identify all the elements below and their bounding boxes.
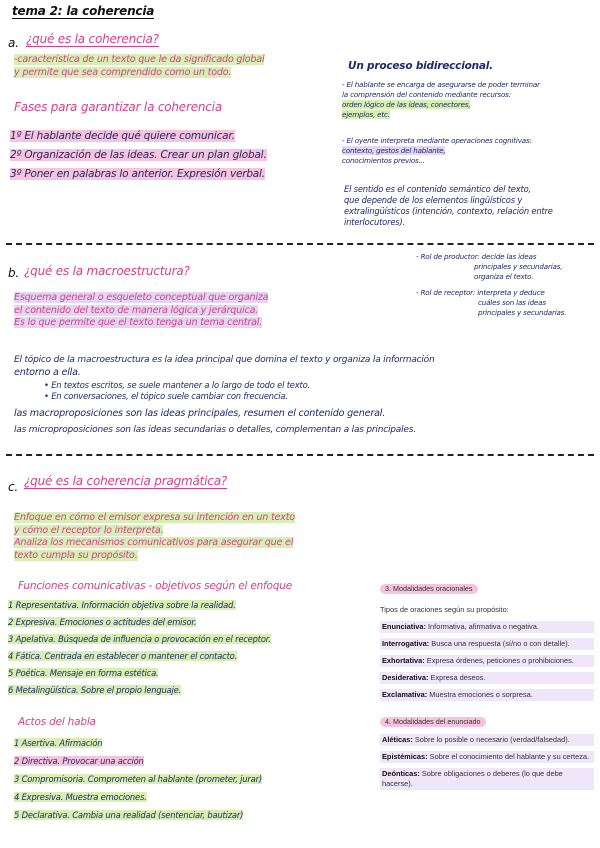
modalidades-oracionales-title: 3. Modalidades oracionales xyxy=(380,584,478,594)
funcion-representativa: 1 Representativa. Información objetiva sobre la realidad. xyxy=(8,600,236,610)
modalidades-enunciado-title: 4. Modalidades del enunciado xyxy=(380,717,486,727)
funciones-list xyxy=(8,600,378,696)
fases-title: Fases para garantizar la coherencia xyxy=(14,100,222,114)
acto-declarativa: 5 Declarativa. Cambia una realidad (sentenciar, bautizar) xyxy=(14,810,244,820)
bidireccional-title: Un proceso bidireccional. xyxy=(348,60,493,72)
mod-enunciativa: Enunciativa: Informativa, afirmativa o negativa. xyxy=(380,621,594,633)
divider-2 xyxy=(6,454,594,456)
coherencia-definition: -característica de un texto que le da significado global y permite que sea comprendido como un todo. xyxy=(14,54,265,78)
fase-3: 3º Poner en palabras lo anterior. Expresión verbal. xyxy=(10,168,265,180)
oyente-note: - El oyente interpreta mediante operaciones cognitivas: contexto, gestos del hablante, conocimientos previos... xyxy=(342,136,532,165)
actos-list xyxy=(14,738,374,821)
page-title: tema 2: la coherencia xyxy=(12,4,155,18)
section-b-marker: b. xyxy=(8,266,20,280)
mod-exhortativa: Exhortativa: Expresa órdenes, peticiones o prohibiciones. xyxy=(380,655,594,667)
topico-text: El tópico de la macroestructura es la idea principal que domina el texto y organiza la información entorno a ella. xyxy=(14,355,435,378)
hablante-note: - El hablante se encarga de asegurarse de poder terminar la comprensión del contenido mediante recursos: orden lógico de las ideas, conectores, ejemplos, etc. xyxy=(342,80,540,119)
fases-list xyxy=(10,130,340,181)
mod-exclamativa: Exclamativa: Muestra emociones o sorpresa. xyxy=(380,689,594,701)
funciones-title: Funciones comunicativas - objetivos según el enfoque xyxy=(18,580,292,592)
section-a-marker: a. xyxy=(8,36,19,50)
funcion-expresiva: 2 Expresiva. Emociones o actitudes del emisor. xyxy=(8,617,197,627)
section-c-marker: c. xyxy=(8,480,19,494)
section-b xyxy=(0,248,600,448)
funcion-metalinguistica: 6 Metalingüística. Sobre el propio lenguaje. xyxy=(8,685,182,695)
fase-1: 1º El hablante decide qué quiere comunicar. xyxy=(10,130,235,142)
funcion-apelativa: 3 Apelativa. Búsqueda de influencia o provocación en el receptor. xyxy=(8,634,271,644)
section-b-heading: ¿qué es la macroestructura? xyxy=(24,264,190,278)
actos-title: Actos del habla xyxy=(18,716,96,728)
modalidades-panel xyxy=(380,576,594,790)
macro-micro-text: las macroproposiciones son las ideas principales, resumen el contenido general. las microproposiciones son las ideas secundarias o detalles, complementan a las principales. xyxy=(14,408,416,435)
enun-aleticas: Aléticas: Sobre lo posible o necesario (verdad/falsedad). xyxy=(380,734,594,746)
mod-interrogativa: Interrogativa: Busca una respuesta (sí/no o con detalle). xyxy=(380,638,594,650)
acto-compromisoria: 3 Compromisoria. Comprometen al hablante (prometer, jurar) xyxy=(14,774,262,784)
modalidades-intro: Tipos de oraciones según su propósito: xyxy=(380,605,509,614)
divider-1 xyxy=(6,243,594,245)
macro-definition: Esquema general o esqueleto conceptual que organiza el contenido del texto de manera lógica y jerárquica. Es lo que permite que el texto tenga un tema central. xyxy=(14,292,269,328)
fase-2: 2º Organización de las ideas. Crear un plan global. xyxy=(10,149,267,161)
topico-bullets: • En textos escritos, se suele mantener a lo largo de todo el texto. • En conversaciones, el tópico suele cambiar con frecuencia. xyxy=(44,380,310,401)
acto-expresiva: 4 Expresiva. Muestra emociones. xyxy=(14,792,147,802)
section-a xyxy=(0,0,600,240)
section-a-heading: ¿qué es la coherencia? xyxy=(26,32,159,46)
roles-note: - Rol de productor: decide las ideas principales y secundarias, organiza el texto. - Rol de receptor: interpreta y deduce cuáles son las ideas principales y secundarias. xyxy=(416,252,567,317)
acto-directiva: 2 Directiva. Provocar una acción xyxy=(14,756,144,766)
enun-epistemicas: Epistémicas: Sobre el conocimiento del hablante y su certeza. xyxy=(380,751,594,763)
sentido-note: El sentido es el contenido semántico del texto, que depende de los elementos lingüísticos y extralingüísticos (intención, contexto, relación entre interlocutores). xyxy=(344,184,553,227)
mod-desiderativa: Desiderativa: Expresa deseos. xyxy=(380,672,594,684)
section-c xyxy=(0,462,600,848)
funcion-poetica: 5 Poética. Mensaje en forma estética. xyxy=(8,668,159,678)
funcion-fatica: 4 Fática. Centrada en establecer o mantener el contacto. xyxy=(8,651,238,661)
enun-deonticas: Deónticas: Sobre obligaciones o deberes (lo que debe hacerse). xyxy=(380,768,594,790)
pragmatica-definition: Enfoque en cómo el emisor expresa su intención en un texto y cómo el receptor lo interpreta. Analiza los mecanismos comunicativos para asegurar que el texto cumpla su propósito. xyxy=(14,512,295,561)
section-c-heading: ¿qué es la coherencia pragmática? xyxy=(24,474,228,488)
acto-asertiva: 1 Asertiva. Afirmación xyxy=(14,738,103,748)
